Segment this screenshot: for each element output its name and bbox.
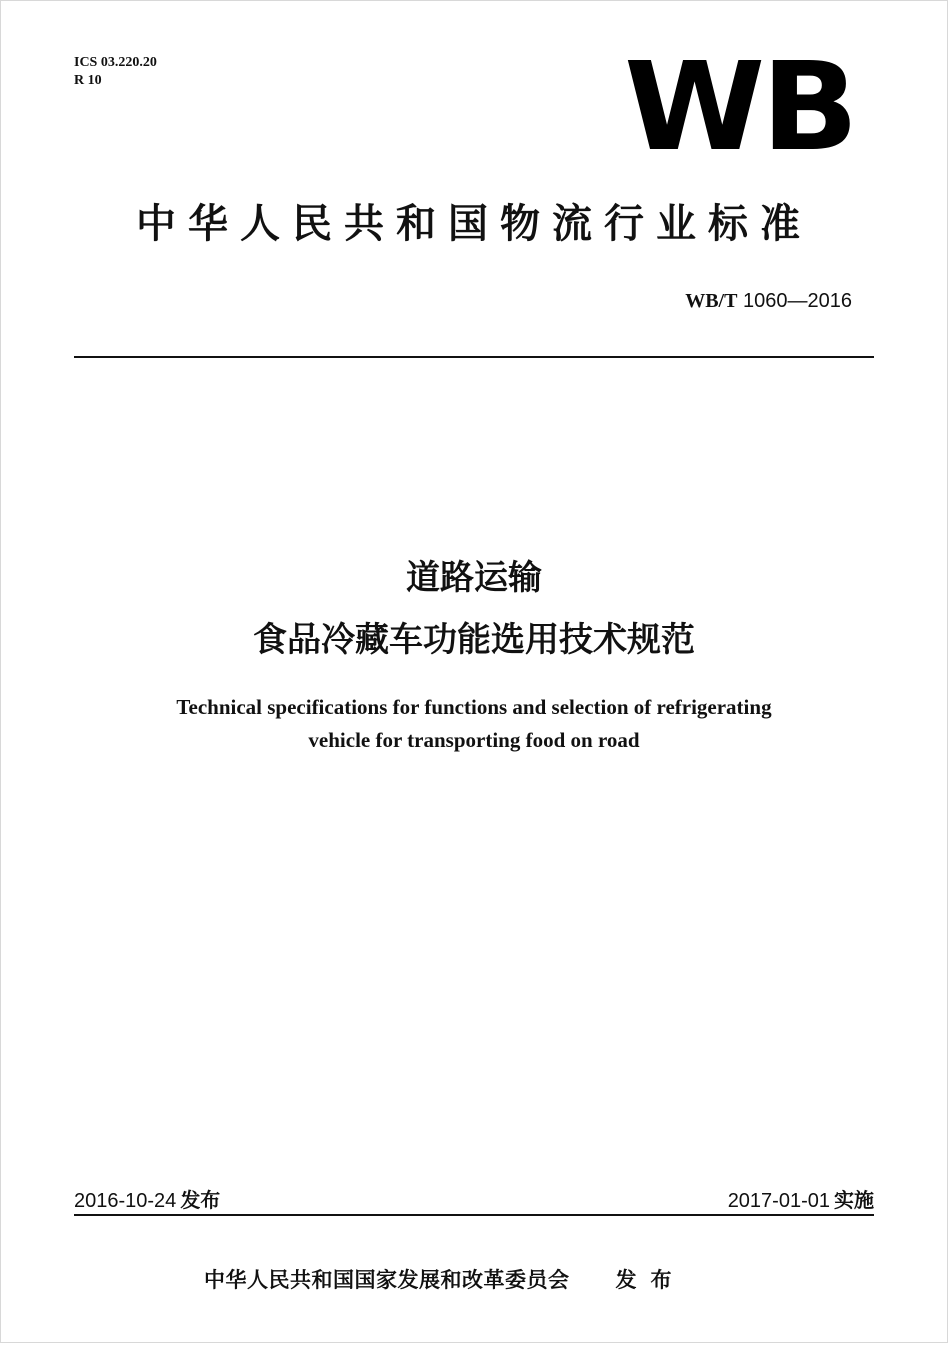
document-title-en-line1: Technical specifications for functions and selection of refrigerating: [176, 695, 772, 719]
wb-logo: WB: [624, 36, 855, 178]
bottom-divider: [74, 1214, 874, 1216]
issue-date: [74, 1184, 220, 1213]
implementation-date-value: 2017-01-01: [727, 1190, 830, 1212]
standard-category-title: 中华人民共和国物流行业标准: [136, 201, 812, 247]
ics-code: ICS 03.220.20: [74, 55, 157, 70]
ccs-code: R 10: [74, 73, 102, 88]
implementation-date: [728, 1184, 874, 1213]
document-title-cn-line1: 道路运输: [406, 558, 542, 598]
issuer-name: 中华人民共和国国家发展和改革委员会: [204, 1268, 570, 1292]
implementation-date-label: 实施: [834, 1188, 874, 1212]
issuer-action: 发布: [615, 1268, 686, 1292]
standard-number-value: 1060—2016: [743, 290, 852, 312]
issue-date-label: 发布: [180, 1188, 221, 1212]
document-title-en-line2: vehicle for transporting food on road: [308, 728, 640, 752]
issuing-authority: [204, 1264, 686, 1294]
top-divider: [74, 356, 874, 358]
standard-number: [685, 290, 852, 313]
classification-codes: [74, 54, 157, 90]
standard-prefix: WB/T: [685, 290, 738, 312]
document-title-cn-line2: 食品冷藏车功能选用技术规范: [253, 620, 695, 660]
issue-date-value: 2016-10-24: [74, 1190, 177, 1212]
